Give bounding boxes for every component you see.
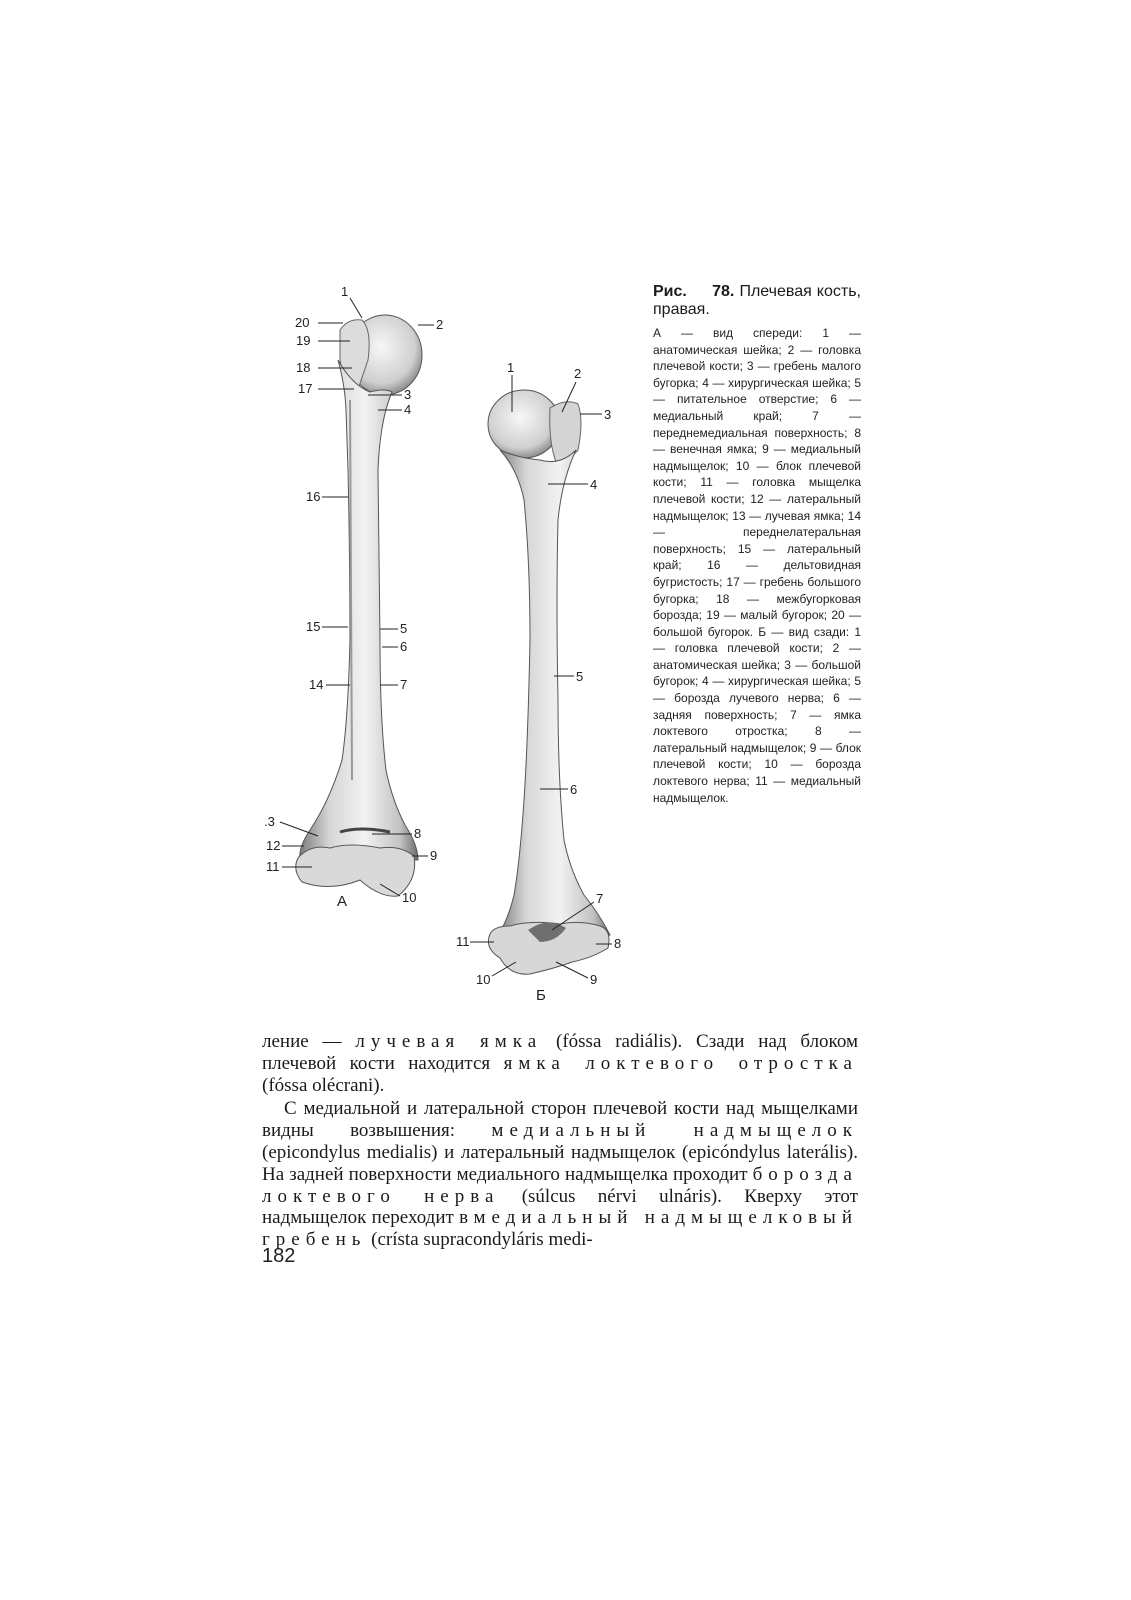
label-b-8: 8: [614, 936, 622, 951]
humeral-head-b: [488, 390, 560, 458]
label-b-7: 7: [596, 891, 604, 906]
label-a-14: 14: [309, 677, 324, 692]
label-a-18: 18: [296, 360, 311, 375]
label-a-2: 2: [436, 317, 444, 332]
view-a-letter: А: [337, 893, 348, 910]
label-a-8: 8: [414, 826, 422, 841]
label-a-1: 1: [341, 284, 349, 299]
term-spaced: медиальный надмыщелок: [491, 1120, 858, 1142]
term-spaced: лучевая ямка: [355, 1031, 543, 1052]
label-a-20: 20: [295, 315, 310, 330]
label-a-13: .3: [264, 814, 275, 829]
label-b-2: 2: [574, 366, 582, 381]
label-a-9: 9: [430, 848, 438, 863]
label-b-5: 5: [576, 669, 584, 684]
label-b-10: 10: [476, 972, 491, 987]
label-b-9: 9: [590, 972, 598, 987]
label-a-12: 12: [266, 838, 281, 853]
body-text: [262, 1031, 858, 1251]
fig-label: Рис.: [653, 283, 687, 300]
paragraph-1: ление — лучевая ямка (fóssa radiális). Сзади над блоком плечевой кости находится ямка локтевого отростка (fóssa olécrani).: [262, 1031, 858, 1096]
label-a-10: 10: [402, 890, 417, 905]
fig-title: Плечевая кость, правая.: [653, 283, 861, 318]
label-b-1: 1: [507, 360, 515, 375]
condyles-a: [296, 845, 415, 896]
caption-heading: [653, 283, 861, 319]
term-spaced: медиальный надмыщелковый гребень: [262, 1207, 858, 1251]
label-a-15: 15: [306, 619, 321, 634]
term-spaced: борозда локтевого нерва: [262, 1163, 858, 1207]
term-spaced: ямка локтевого отростка: [503, 1052, 858, 1074]
figure-caption: [653, 283, 861, 806]
paragraph-2: С медиальной и латеральной сторон плечевой кости над мыщелками видны возвышения: медиальный надмыщелок (epicondylus medialis) и латеральный надмыщелок (epicóndylus laterális). На задней поверхности медиального надмыщелка проходит борозда локтевого нерва (súlcus nérvi ulnáris). Кверху этот надмыщелок переходит в медиальный надмыщелковый гребень (crísta supracondyláris medi-: [262, 1098, 858, 1251]
label-a-5: 5: [400, 621, 408, 636]
humeral-shaft-a: [300, 360, 418, 860]
label-a-6: 6: [400, 639, 408, 654]
label-a-7: 7: [400, 677, 408, 692]
label-b-3: 3: [604, 407, 612, 422]
fig-number: 78.: [712, 283, 735, 300]
label-a-3: 3: [404, 387, 412, 402]
humeral-shaft-b: [498, 450, 610, 935]
label-b-11: 11: [456, 934, 470, 949]
label-a-19: 19: [296, 333, 311, 348]
label-a-16: 16: [306, 489, 321, 504]
label-a-4: 4: [404, 402, 412, 417]
view-b-letter: Б: [536, 987, 546, 1004]
label-a-11: 11: [266, 859, 280, 874]
label-b-6: 6: [570, 782, 578, 797]
caption-body: А — вид спереди: 1 — анатомическая шейка; 2 — головка плечевой кости; 3 — гребень малого бугорка; 4 — хирургическая шейка; 5 — питательное отверстие; 6 — медиальный край; 7 — переднемедиальная поверхность; 8 — венечная ямка; 9 — медиальный надмыщелок; 10 — блок плечевой кости; 11 — головка мыщелка плечевой кости; 12 — латеральный надмыщелок; 13 — лучевая ямка; 14 — переднелатеральная поверхность; 15 — латеральный край; 16 — дельтовидная бугристость; 17 — гребень большого бугорка; 18 — межбугорковая борозда; 19 — малый бугорок; 20 — большой бугорок. Б — вид сзади: 1 — головка плечевой кости; 2 — анатомическая шейка; 3 — большой бугорок; 4 — хирургическая шейка; 5 — борозда лучевого нерва; 6 — задняя поверхность; 7 — ямка локтевого отростка; 8 — латеральный надмыщелок; 9 — блок плечевой кости; 10 — борозда локтевого нерва; 11 — медиальный надмыщелок.: [653, 326, 861, 805]
page-number: 182: [262, 1245, 296, 1267]
label-a-17: 17: [298, 381, 313, 396]
label-b-4: 4: [590, 477, 598, 492]
